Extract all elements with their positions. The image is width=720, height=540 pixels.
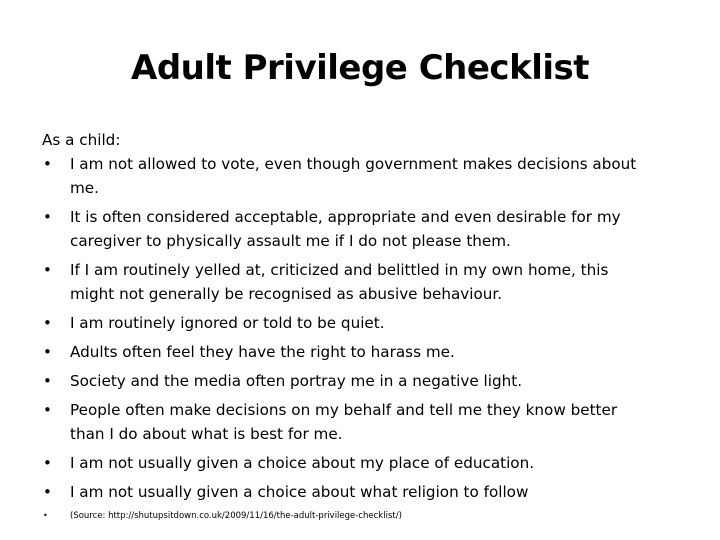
bullet-icon: • [43, 372, 52, 390]
source-text: (Source: http://shutupsitdown.co.uk/2009/11/16/the-adult-privilege-checklist/) [70, 511, 402, 521]
list-item-text: I am not usually given a choice about what religion to follow [70, 483, 529, 501]
list-item [42, 258, 692, 306]
bullet-icon: • [43, 155, 52, 173]
list-item [42, 152, 692, 200]
list-item-text: I am not usually given a choice about my place of education. [70, 454, 535, 472]
list-item [42, 369, 692, 393]
list-item-text: caregiver to physically assault me if I do not please them. [70, 232, 511, 250]
list-item-text: If I am routinely yelled at, criticized and belittled in my own home, this [70, 261, 609, 279]
list-item [42, 398, 692, 446]
bullet-icon: • [43, 343, 52, 361]
bullet-icon: • [43, 208, 52, 226]
list-item [42, 480, 692, 504]
list-item-text: I am not allowed to vote, even though government makes decisions about [70, 155, 637, 173]
list-item-text: than I do about what is best for me. [70, 425, 343, 443]
bullet-icon: • [43, 511, 48, 520]
bullet-icon: • [43, 454, 52, 472]
list-item-text: Adults often feel they have the right to harass me. [70, 343, 455, 361]
list-item-text: Society and the media often portray me in a negative light. [70, 372, 523, 390]
list-item-text: I am routinely ignored or told to be quiet. [70, 314, 385, 332]
list-item-text: It is often considered acceptable, appropriate and even desirable for my [70, 208, 621, 226]
bullet-icon: • [43, 401, 52, 419]
list-item-text: People often make decisions on my behalf and tell me they know better [70, 401, 618, 419]
bullet-icon: • [43, 261, 52, 279]
intro-text: As a child: [42, 131, 121, 149]
slide-title: Adult Privilege Checklist [131, 48, 589, 88]
list-item [42, 311, 692, 335]
bullet-list [42, 152, 692, 523]
bullet-icon: • [43, 483, 52, 501]
list-item-text: me. [70, 179, 99, 197]
source-citation [42, 509, 692, 523]
list-item [42, 451, 692, 475]
slide-body [42, 128, 692, 523]
bullet-icon: • [43, 314, 52, 332]
list-item [42, 205, 692, 253]
list-item-text: might not generally be recognised as abusive behaviour. [70, 285, 503, 303]
list-item [42, 340, 692, 364]
